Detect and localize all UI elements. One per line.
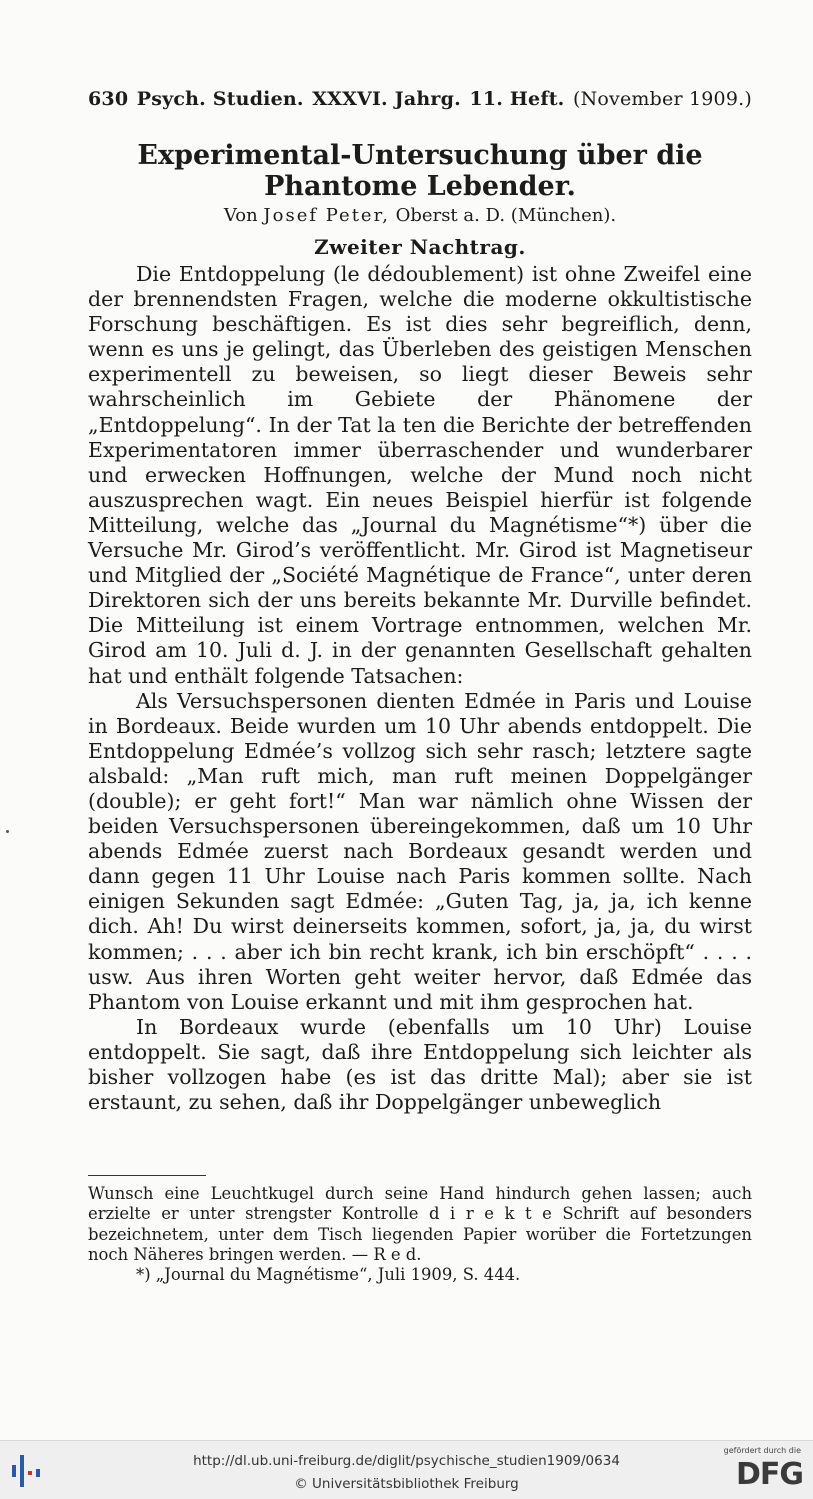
author-name: Josef Peter,	[263, 205, 390, 226]
dfg-funding-note: gefördert durch die	[723, 1446, 801, 1455]
scan-speck	[6, 830, 9, 833]
page-number: 630	[88, 88, 129, 110]
running-header	[88, 88, 752, 110]
footnote-star: *) „Journal du Magnétisme“, Juli 1909, S. 444.	[136, 1265, 521, 1285]
dfg-logo: DFG	[735, 1457, 803, 1492]
title-line-1: Experimental-Untersuchung über die	[137, 140, 703, 171]
permalink-url[interactable]: http://dl.ub.uni-freiburg.de/diglit/psychische_studien1909/0634	[193, 1453, 620, 1469]
footnote-continued: Wunsch eine Leuchtkugel durch seine Hand hindurch gehen lassen; auch erzielte er unter strengster Kontrolle d i r e k t e Schrift auf besonders bezeichnetem, unter dem Tisch liegenden Papier worüber die Fortetzungen noch Näheres bringen werden. — R e d.	[88, 1184, 752, 1264]
issue-date: (November 1909.)	[572, 88, 752, 110]
byline	[60, 205, 780, 226]
viewer-footer-bar	[0, 1440, 813, 1499]
footnotes	[88, 1184, 752, 1285]
paragraph-1: Die Entdoppelung (le dédoublement) ist ohne Zweifel eine der brennendsten Fragen, welche die moderne okkultistische Forschung beschäftigen. Es ist dies sehr begreiflich, denn, wenn es uns je gelingt, das Überleben des geistigen Menschen experimentell zu beweisen, so liegt dieser Beweis sehr wahrscheinlich im Gebiete der Phänomene der „Entdoppelung“. In der Tat la ten die Berichte der betreffenden Experimentatoren immer überraschender und wunderbarer und erwecken Hoffnungen, welche der Mund noch nicht auszusprechen wagt. Ein neues Beispiel hierfür ist folgende Mitteilung, welche das „Journal du Magnétisme“*) über die Versuche Mr. Girod’s veröffentlicht. Mr. Girod ist Magnetiseur und Mitglied der „Société Magnétique de France“, unter deren Direktoren sich der uns bereits bekannte Mr. Durville befindet. Die Mitteilung ist einem Vortrage entnommen, welchen Mr. Girod am 10. Juli d. J. in der genannten Gesellschaft gehalten hat und enthält folgende Tatsachen:	[88, 262, 752, 688]
paragraph-3: In Bordeaux wurde (ebenfalls um 10 Uhr) Louise entdoppelt. Sie sagt, daß ihre Entdoppelung sich leichter als bisher vollzogen habe (es ist das dritte Mal); aber sie ist erstaunt, zu sehen, daß ihr Doppelgänger unbeweglich	[88, 1014, 752, 1115]
title-line-2: Phantome Lebender.	[264, 171, 576, 202]
journal-name: Psych. Studien.	[136, 88, 304, 110]
article-body	[88, 262, 752, 1115]
article-title	[60, 140, 780, 202]
copyright-notice: © Universitätsbibliothek Freiburg	[294, 1476, 519, 1492]
byline-von: Von	[223, 205, 258, 226]
paragraph-2: Als Versuchspersonen dienten Edmée in Paris und Louise in Bordeaux. Beide wurden um 10 Uhr abends entdoppelt. Die Entdoppelung Edmée’s vollzog sich sehr rasch; letztere sagte alsbald: „Man ruft mich, man ruft meinen Doppelgänger (double); er geht fort!“ Man war nämlich ohne Wissen der beiden Versuchspersonen übereingekommen, daß um 10 Uhr abends Edmée zuerst nach Bordeaux gesandt werden und dann gegen 11 Uhr Louise nach Paris kommen sollte. Nach einigen Sekunden sagt Edmée: „Guten Tag, ja, ja, ich kenne dich. Ah! Du wirst deinerseits kommen, sofort, ja, ja, du wirst kommen; . . . aber ich bin recht krank, ich bin erschöpft“ . . . . usw. Aus ihren Worten geht weiter hervor, daß Edmée das Phantom von Louise erkannt und mit ihm gesprochen hat.	[88, 688, 752, 1014]
footnote-divider	[88, 1175, 206, 1176]
issue: 11. Heft.	[469, 88, 565, 110]
author-details: Oberst a. D. (München).	[395, 205, 617, 226]
article-subtitle: Zweiter Nachtrag.	[314, 235, 526, 259]
volume: XXXVI. Jahrg.	[312, 88, 461, 110]
